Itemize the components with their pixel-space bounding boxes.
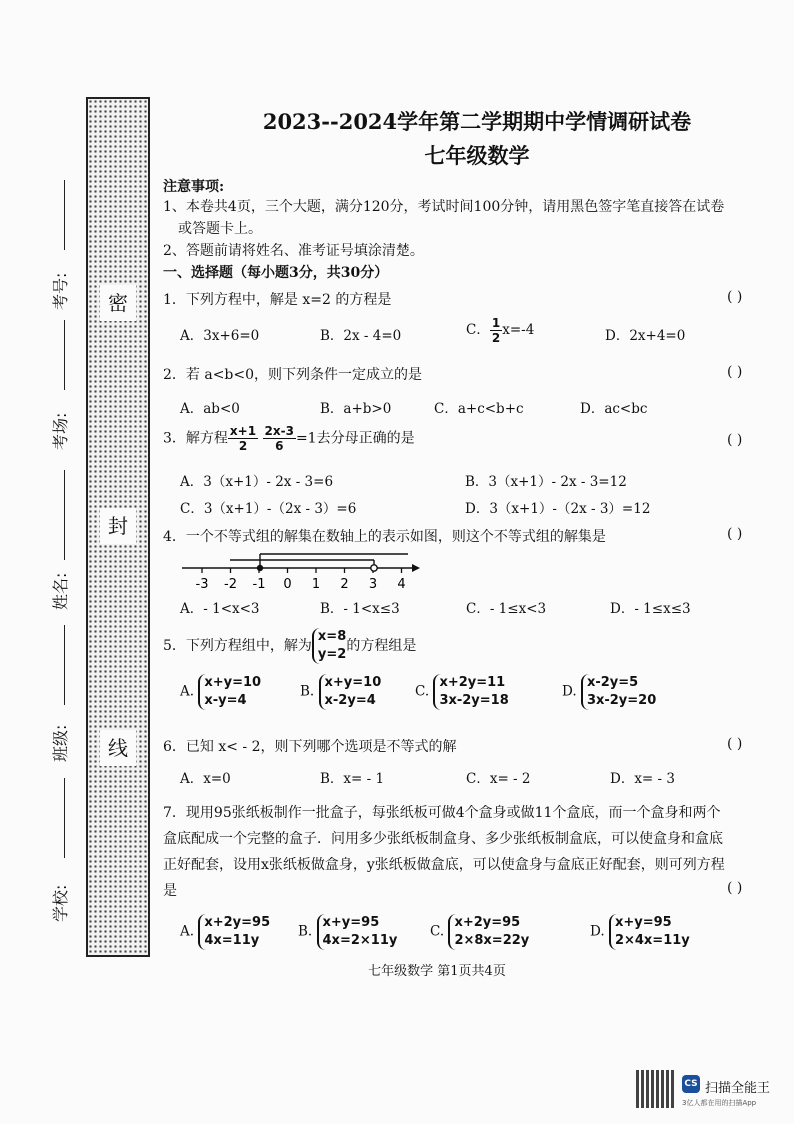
- q3-option-c: C．3（x+1）-（2x - 3）=6: [180, 501, 357, 517]
- q6-option-b: B．x= - 1: [320, 771, 385, 787]
- banji-line: [64, 625, 65, 705]
- tick-label: 3: [368, 577, 378, 592]
- q1-option-b: B．2x - 4=0: [320, 328, 402, 344]
- xingming-line: [64, 470, 65, 560]
- brand-tagline: 3亿人都在用的扫描App: [682, 1099, 757, 1107]
- kaohao-line: [64, 180, 65, 250]
- kaochang-line: [64, 320, 65, 390]
- q3-answer-paren: ( ): [727, 432, 743, 448]
- q3-stem: 3．解方程 $\frac{x+1}{2}$ $\frac{2x-3}{6}$ =1去分母正确的是: [163, 424, 415, 453]
- q5-stem: 5．下列方程组中，解为 x=8 y=2 的方程组是: [163, 629, 417, 662]
- q7-line2: 盒底配成一个完整的盒子．问用多少张纸板制盒身、多少张纸板制盒底，可以使盒身和盒底: [163, 831, 723, 847]
- q4-answer-paren: ( ): [727, 526, 743, 542]
- xuexiao-label: 学校:: [51, 884, 70, 922]
- xuexiao-line: [64, 778, 65, 858]
- banji-label: 班级:: [51, 724, 70, 762]
- page-footer: 七年级数学 第1页共4页: [368, 964, 506, 979]
- q6-answer-paren: ( ): [727, 736, 743, 752]
- q4-option-c: C．- 1≤x<3: [466, 601, 547, 617]
- brand-name: 扫描全能王: [705, 1081, 771, 1096]
- q5-option-b: B. x+y=10 x-2y=4: [300, 675, 382, 708]
- q1-option-d: D．2x+4=0: [605, 328, 686, 344]
- section-heading: 一、选择题（每小题3分，共30分）: [163, 265, 389, 281]
- q4-option-b: B．- 1<x≤3: [320, 601, 400, 617]
- q7-line3: 正好配套，设用x张纸板做盒身，y张纸板做盒底，可以使盒身与盒底正好配套，则可列方程: [163, 857, 725, 873]
- tick-label: 0: [283, 577, 292, 592]
- q2-option-b: B．a+b>0: [320, 401, 392, 417]
- tick-label: -2: [224, 577, 237, 592]
- q6-option-c: C．x= - 2: [466, 771, 531, 787]
- q5-option-c: C. x+2y=11 3x-2y=18: [415, 675, 509, 708]
- q7-answer-paren: ( ): [727, 880, 743, 896]
- tick-label: 4: [397, 577, 406, 592]
- q1-answer-paren: ( ): [727, 289, 743, 305]
- q7-line4: 是: [163, 883, 177, 899]
- q4-stem: 4．一个不等式组的解集在数轴上的表示如图，则这个不等式组的解集是: [163, 529, 606, 545]
- q5-option-d: D. x-2y=5 3x-2y=20: [562, 675, 657, 708]
- q3-option-a: A．3（x+1）- 2x - 3=6: [180, 474, 334, 490]
- kaohao-label: 考号:: [51, 272, 70, 310]
- notice-heading: 注意事项:: [163, 179, 225, 195]
- closed-endpoint-minus-1: [257, 565, 263, 571]
- q7-option-c: C. x+2y=95 2×8x=22y: [430, 915, 530, 948]
- q2-option-d: D．ac<bc: [580, 401, 648, 417]
- number-line: [180, 548, 420, 592]
- open-endpoint-3: [371, 565, 377, 571]
- tick-label: -1: [252, 577, 266, 592]
- q4-option-a: A．- 1<x<3: [180, 601, 260, 617]
- number-line-arrow: [412, 564, 420, 572]
- q5-option-a: A. x+y=10 x-y=4: [180, 675, 262, 708]
- camscanner-logo-icon: CS: [682, 1075, 700, 1093]
- q6-stem: 6．已知 x< - 2，则下列哪个选项是不等式的解: [163, 739, 457, 755]
- q7-option-d: D. x+y=95 2×4x=11y: [590, 915, 690, 948]
- binding-char-mi: 密: [100, 285, 136, 321]
- binding-char-xian: 线: [100, 730, 136, 766]
- q6-option-a: A．x=0: [180, 771, 231, 787]
- q2-answer-paren: ( ): [727, 364, 743, 380]
- q2-option-a: A．ab<0: [180, 401, 240, 417]
- q6-option-d: D．x= - 3: [610, 771, 675, 787]
- q7-option-b: B. x+y=95 4x=2×11y: [298, 915, 398, 948]
- q7-line1: 7．现用95张纸板制作一批盒子，每张纸板可做4个盒身或做11个盒底，而一个盒身和两个: [163, 805, 721, 821]
- q7-option-a: A. x+2y=95 4x=11y: [180, 915, 271, 948]
- q1-stem: 1．下列方程中，解是 x=2 的方程是: [163, 292, 392, 308]
- q3-option-d: D．3（x+1）-（2x - 3）=12: [465, 501, 651, 517]
- q1-option-a: A．3x+6=0: [180, 328, 260, 344]
- tick-label: 2: [340, 577, 349, 592]
- q2-option-c: C．a+c<b+c: [434, 401, 524, 417]
- kaochang-label: 考场:: [51, 412, 70, 450]
- exam-subtitle: 七年级数学: [424, 143, 530, 168]
- q3-option-b: B．3（x+1）- 2x - 3=12: [465, 474, 627, 490]
- tick-label: 1: [311, 577, 321, 592]
- q4-option-d: D．- 1≤x≤3: [610, 601, 691, 617]
- tick-label: -3: [195, 577, 209, 592]
- exam-title: 2023--2024学年第二学期期中学情调研试卷: [262, 109, 692, 134]
- binding-char-feng: 封: [100, 508, 136, 544]
- notice-1b: 或答题卡上。: [178, 221, 262, 237]
- q1-option-c: C． $\frac{1}{2}$ x=-4: [466, 316, 535, 345]
- qr-code-icon: [636, 1070, 674, 1108]
- notice-1a: 1、本卷共4页，三个大题，满分120分，考试时间100分钟，请用黑色签字笔直接答在试卷: [163, 199, 725, 215]
- notice-2: 2、答题前请将姓名、准考证号填涂清楚。: [163, 243, 424, 259]
- xingming-label: 姓名:: [51, 572, 70, 610]
- q2-stem: 2．若 a<b<0，则下列条件一定成立的是: [163, 367, 423, 383]
